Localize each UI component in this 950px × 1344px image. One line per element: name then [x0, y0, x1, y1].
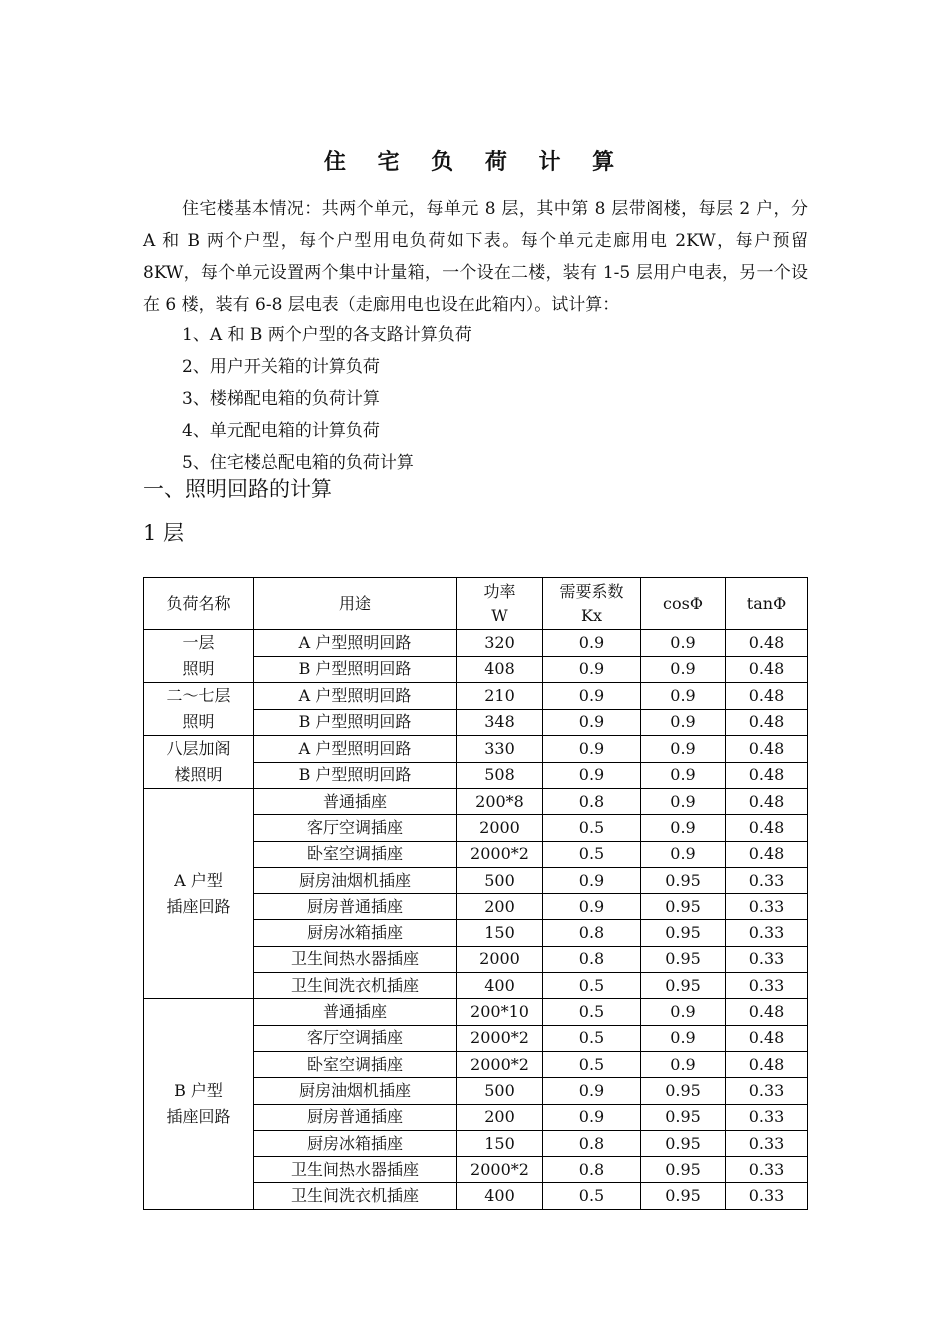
power-cell: 2000*2 [457, 1025, 543, 1051]
load-name-cell [144, 789, 254, 999]
power-cell: 2000 [457, 946, 543, 972]
header-power [457, 578, 543, 630]
cos-cell: 0.95 [641, 973, 726, 999]
power-cell: 400 [457, 1183, 543, 1209]
tan-cell: 0.33 [726, 973, 808, 999]
cos-cell: 0.95 [641, 920, 726, 946]
cos-cell: 0.9 [641, 1025, 726, 1051]
tan-cell: 0.48 [726, 683, 808, 710]
kx-cell: 0.9 [543, 894, 641, 920]
question-item: 3、楼梯配电箱的负荷计算 [182, 389, 380, 409]
load-name-line: 一层 [182, 633, 215, 652]
table-row [144, 999, 808, 1025]
header-kx-symbol: Kx [581, 605, 602, 625]
kx-cell: 0.5 [543, 1183, 641, 1209]
kx-cell: 0.5 [543, 1025, 641, 1051]
load-name-cell [144, 999, 254, 1209]
tan-cell: 0.33 [726, 1078, 808, 1104]
table-row [144, 630, 808, 657]
kx-cell: 0.8 [543, 789, 641, 815]
cos-cell: 0.9 [641, 1051, 726, 1077]
cos-cell: 0.9 [641, 841, 726, 867]
power-cell: 500 [457, 1078, 543, 1104]
section-heading: 一、照明回路的计算 [143, 477, 332, 501]
tan-cell: 0.33 [726, 867, 808, 893]
cos-cell: 0.9 [641, 999, 726, 1025]
use-cell: 卧室空调插座 [254, 841, 457, 867]
use-cell: 客厅空调插座 [254, 815, 457, 841]
header-name: 负荷名称 [144, 578, 254, 630]
cos-cell: 0.9 [641, 789, 726, 815]
header-kx-label: 需要系数 [559, 581, 624, 601]
tan-cell: 0.33 [726, 1183, 808, 1209]
tan-cell: 0.33 [726, 894, 808, 920]
cos-cell: 0.9 [641, 683, 726, 710]
tan-cell: 0.48 [726, 815, 808, 841]
power-cell: 2000*2 [457, 1157, 543, 1183]
use-cell: 厨房油烟机插座 [254, 867, 457, 893]
use-cell: 卧室空调插座 [254, 1051, 457, 1077]
header-power-label: 功率 [483, 581, 516, 601]
power-cell: 330 [457, 736, 543, 763]
tan-cell: 0.48 [726, 656, 808, 683]
tan-cell: 0.48 [726, 999, 808, 1025]
load-name-line: 八层加阁 [166, 739, 231, 758]
use-cell: 厨房普通插座 [254, 1104, 457, 1130]
load-name-line: 插座回路 [166, 1107, 231, 1127]
power-cell: 320 [457, 630, 543, 657]
tan-cell: 0.48 [726, 1051, 808, 1077]
cos-cell: 0.9 [641, 709, 726, 736]
use-cell: B 户型照明回路 [254, 762, 457, 789]
header-use: 用途 [254, 578, 457, 630]
use-cell: 客厅空调插座 [254, 1025, 457, 1051]
cos-cell: 0.95 [641, 1183, 726, 1209]
load-table [143, 577, 808, 1210]
question-item: 5、住宅楼总配电箱的负荷计算 [182, 453, 414, 473]
kx-cell: 0.9 [543, 1104, 641, 1130]
load-name-cell [144, 630, 254, 683]
power-cell: 150 [457, 1130, 543, 1156]
power-cell: 2000 [457, 815, 543, 841]
power-cell: 500 [457, 867, 543, 893]
cos-cell: 0.95 [641, 1157, 726, 1183]
table-body [144, 630, 808, 1210]
tan-cell: 0.33 [726, 920, 808, 946]
cos-cell: 0.9 [641, 656, 726, 683]
question-item: 1、A 和 B 两个户型的各支路计算负荷 [182, 325, 472, 345]
power-cell: 200 [457, 894, 543, 920]
table-row [144, 789, 808, 815]
use-cell: 厨房冰箱插座 [254, 1130, 457, 1156]
use-cell: 厨房油烟机插座 [254, 1078, 457, 1104]
kx-cell: 0.8 [543, 1130, 641, 1156]
use-cell: A 户型照明回路 [254, 630, 457, 657]
power-cell: 200*8 [457, 789, 543, 815]
load-name-line: 照明 [182, 659, 215, 678]
tan-cell: 0.48 [726, 736, 808, 763]
table-row [144, 736, 808, 763]
use-cell: 卫生间洗衣机插座 [254, 973, 457, 999]
power-cell: 2000*2 [457, 1051, 543, 1077]
kx-cell: 0.5 [543, 815, 641, 841]
cos-cell: 0.95 [641, 946, 726, 972]
load-name-line: A 户型 [174, 870, 223, 890]
cos-cell: 0.9 [641, 736, 726, 763]
power-cell: 2000*2 [457, 841, 543, 867]
load-name-line: 照明 [182, 712, 215, 731]
load-name-line: 插座回路 [166, 896, 231, 916]
kx-cell: 0.9 [543, 736, 641, 763]
kx-cell: 0.9 [543, 762, 641, 789]
tan-cell: 0.33 [726, 1157, 808, 1183]
kx-cell: 0.9 [543, 709, 641, 736]
power-cell: 150 [457, 920, 543, 946]
header-kx [543, 578, 641, 630]
cos-cell: 0.95 [641, 1130, 726, 1156]
tan-cell: 0.33 [726, 1130, 808, 1156]
power-cell: 400 [457, 973, 543, 999]
use-cell: 普通插座 [254, 999, 457, 1025]
load-name-line: B 户型 [174, 1081, 223, 1101]
tan-cell: 0.48 [726, 841, 808, 867]
use-cell: A 户型照明回路 [254, 736, 457, 763]
tan-cell: 0.48 [726, 762, 808, 789]
question-list [182, 319, 472, 479]
use-cell: B 户型照明回路 [254, 656, 457, 683]
use-cell: 普通插座 [254, 789, 457, 815]
use-cell: B 户型照明回路 [254, 709, 457, 736]
power-cell: 200 [457, 1104, 543, 1130]
load-name-line: 二～七层 [166, 686, 231, 705]
cos-cell: 0.9 [641, 815, 726, 841]
kx-cell: 0.9 [543, 630, 641, 657]
use-cell: 厨房冰箱插座 [254, 920, 457, 946]
use-cell: 卫生间洗衣机插座 [254, 1183, 457, 1209]
cos-cell: 0.95 [641, 1078, 726, 1104]
kx-cell: 0.5 [543, 841, 641, 867]
kx-cell: 0.8 [543, 920, 641, 946]
kx-cell: 0.9 [543, 656, 641, 683]
power-cell: 200*10 [457, 999, 543, 1025]
use-cell: 厨房普通插座 [254, 894, 457, 920]
tan-cell: 0.33 [726, 1104, 808, 1130]
header-cos: cosΦ [641, 578, 726, 630]
cos-cell: 0.9 [641, 630, 726, 657]
question-item: 4、单元配电箱的计算负荷 [182, 421, 380, 441]
use-cell: 卫生间热水器插座 [254, 1157, 457, 1183]
cos-cell: 0.9 [641, 762, 726, 789]
kx-cell: 0.8 [543, 946, 641, 972]
kx-cell: 0.8 [543, 1157, 641, 1183]
use-cell: A 户型照明回路 [254, 683, 457, 710]
page-title: 住 宅 负 荷 计 算 [323, 150, 627, 175]
floor-label: 1 层 [143, 521, 185, 545]
question-item: 2、用户开关箱的计算负荷 [182, 357, 380, 377]
intro-paragraph: 住宅楼基本情况：共两个单元，每单元 8 层，其中第 8 层带阁楼，每层 2 户，分 A 和 B 两个户型，每个户型用电负荷如下表。每个单元走廊用电 2KW，每户预留 8KW，每个单元设置两个集中计量箱，一个设在二楼，装有 1-5 层用户电表，另一个设在 6 楼，装有 6-8 层电表（走廊用电也设在此箱内）。试计算： [143, 199, 808, 315]
load-name-cell [144, 683, 254, 736]
cos-cell: 0.95 [641, 894, 726, 920]
power-cell: 210 [457, 683, 543, 710]
tan-cell: 0.48 [726, 789, 808, 815]
header-power-unit: W [491, 605, 508, 625]
table-header-row [144, 578, 808, 630]
kx-cell: 0.5 [543, 1051, 641, 1077]
load-name-line: 楼照明 [174, 765, 223, 784]
tan-cell: 0.48 [726, 1025, 808, 1051]
kx-cell: 0.9 [543, 683, 641, 710]
kx-cell: 0.5 [543, 999, 641, 1025]
kx-cell: 0.9 [543, 1078, 641, 1104]
power-cell: 508 [457, 762, 543, 789]
use-cell: 卫生间热水器插座 [254, 946, 457, 972]
table-row [144, 683, 808, 710]
tan-cell: 0.48 [726, 709, 808, 736]
power-cell: 408 [457, 656, 543, 683]
kx-cell: 0.9 [543, 867, 641, 893]
cos-cell: 0.95 [641, 1104, 726, 1130]
tan-cell: 0.48 [726, 630, 808, 657]
tan-cell: 0.33 [726, 946, 808, 972]
power-cell: 348 [457, 709, 543, 736]
header-tan: tanΦ [726, 578, 808, 630]
load-name-cell [144, 736, 254, 789]
kx-cell: 0.5 [543, 973, 641, 999]
cos-cell: 0.95 [641, 867, 726, 893]
